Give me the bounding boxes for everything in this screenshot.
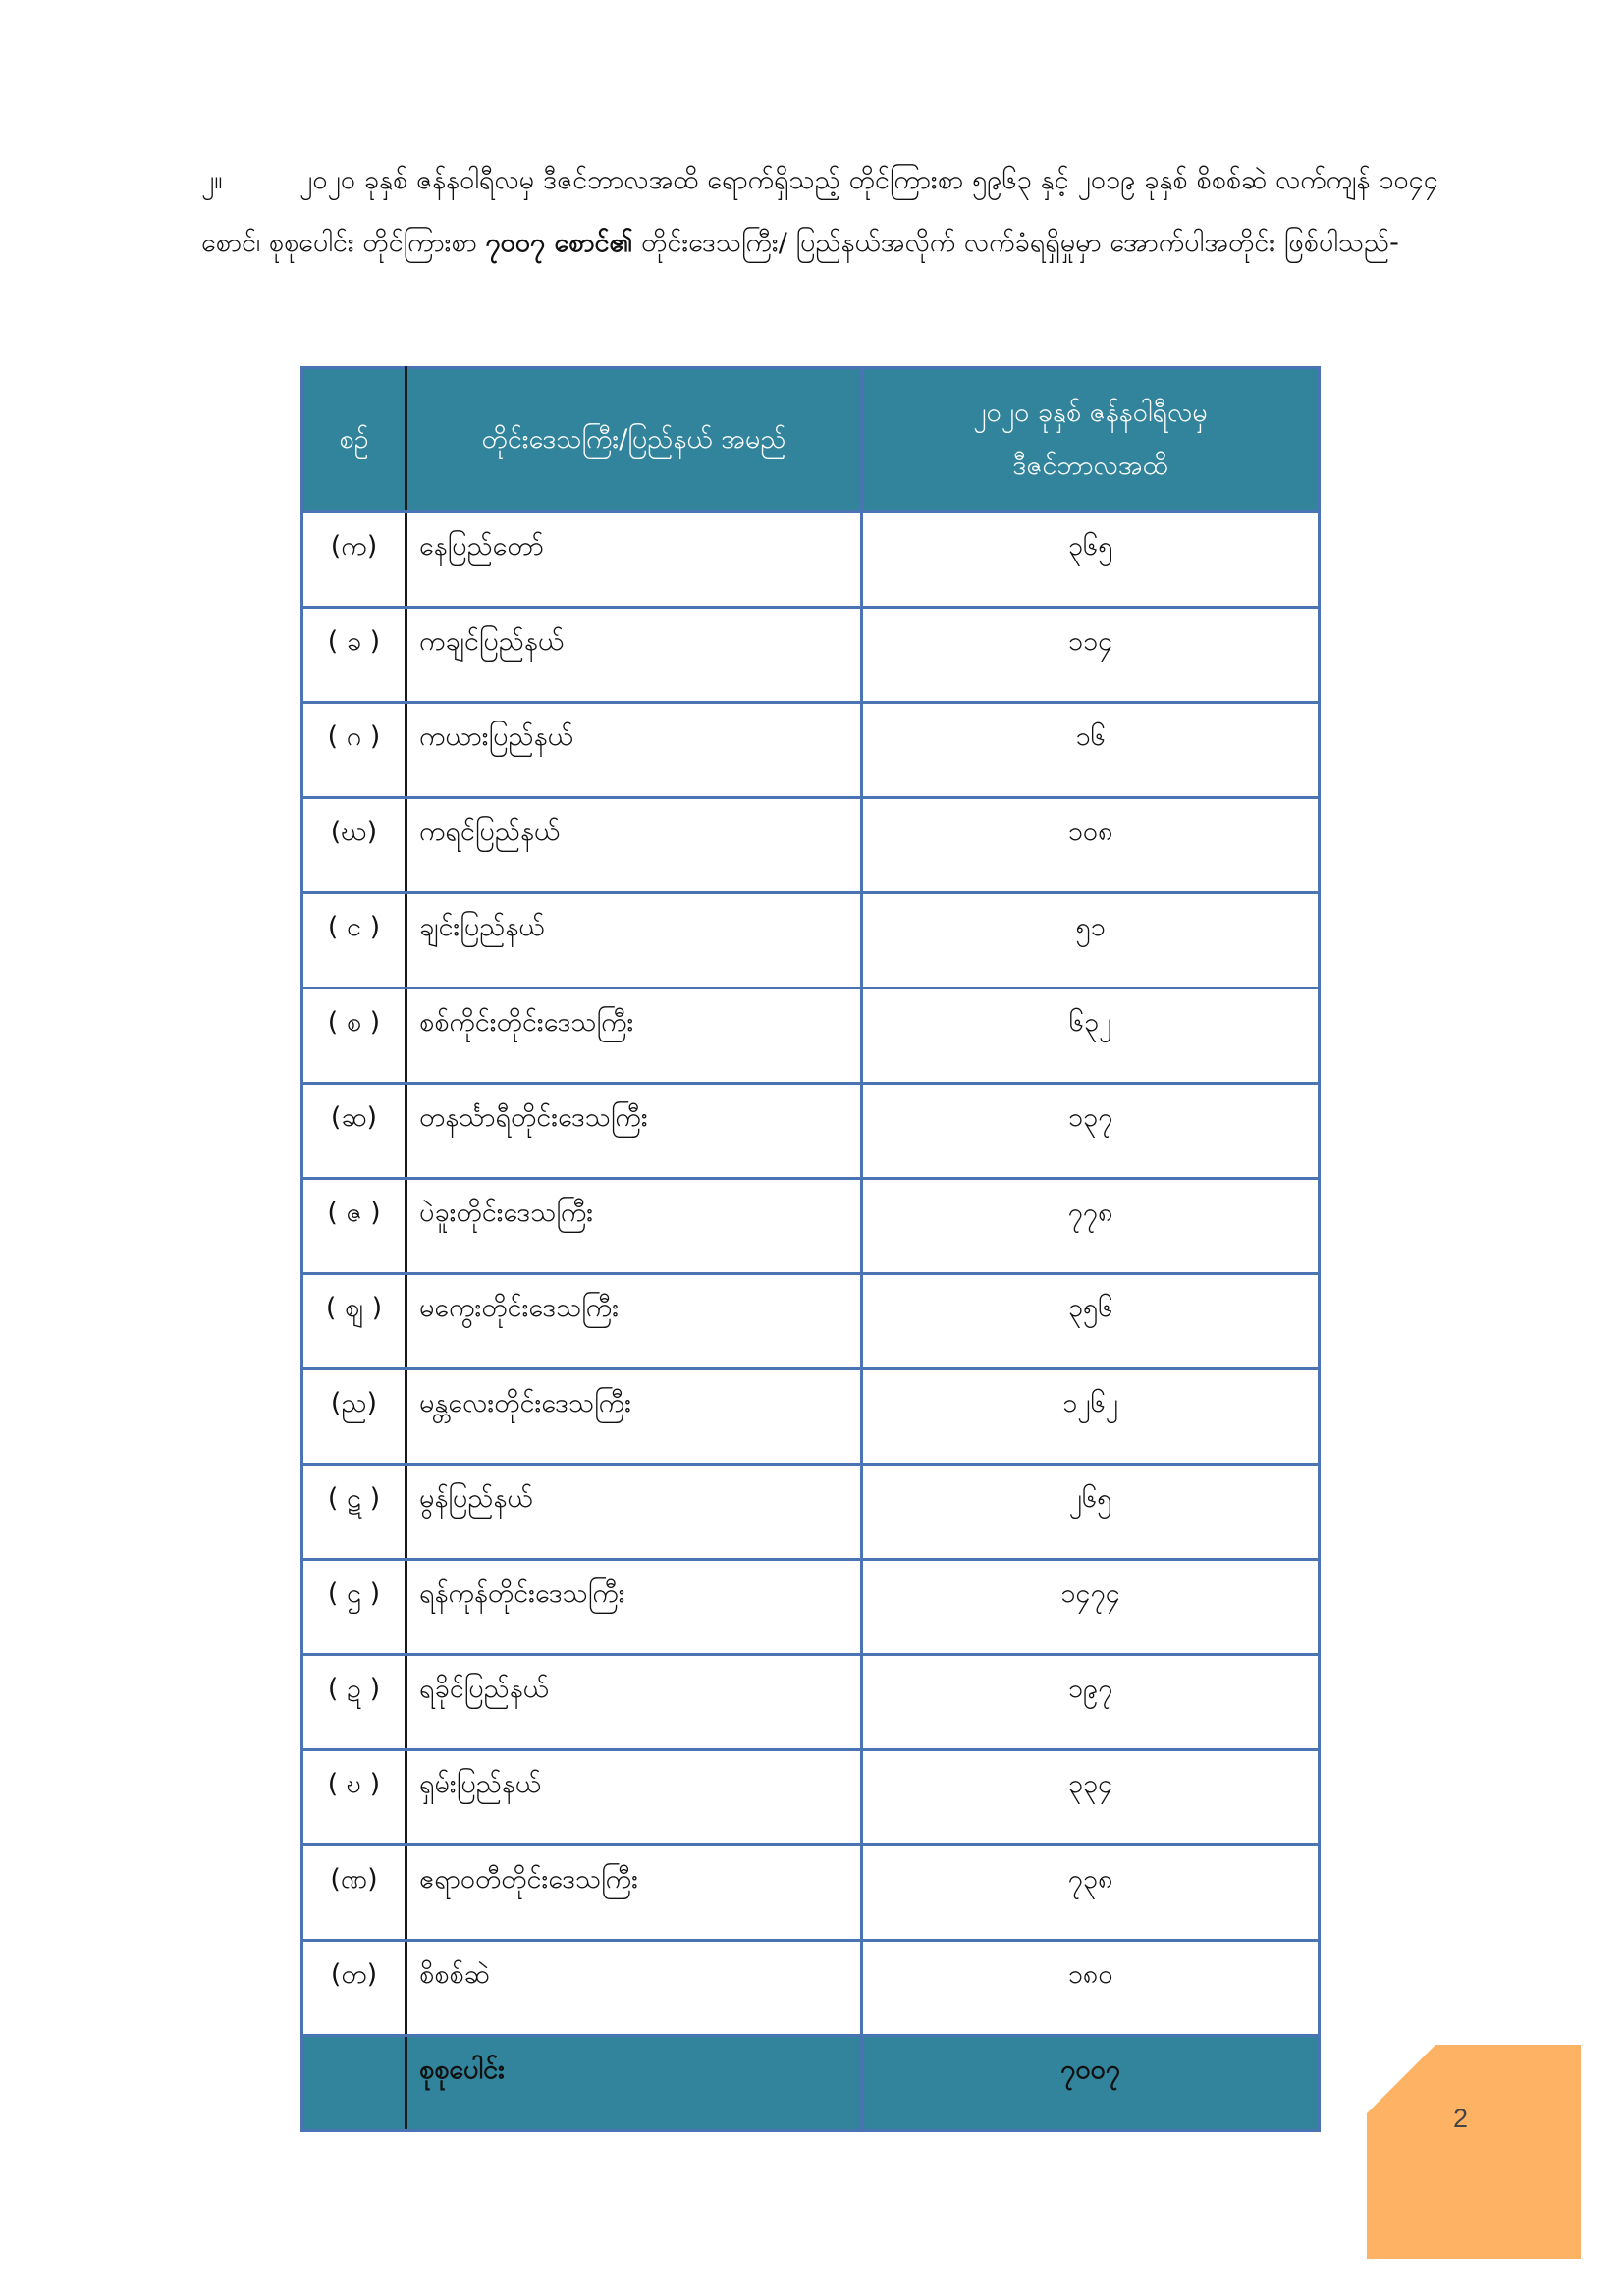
intro-paragraph <box>201 149 1438 275</box>
row-number: ( ဍ ) <box>302 1655 406 1750</box>
row-number: (ဆ) <box>302 1084 406 1179</box>
complaint-count: ၁၃၇ <box>862 1084 1320 1179</box>
table-row <box>302 703 1320 798</box>
complaint-count: ၁၁၄ <box>862 608 1320 703</box>
total-no <box>302 2036 406 2131</box>
row-number: (က) <box>302 512 406 608</box>
table-row <box>302 512 1320 608</box>
table-row <box>302 893 1320 988</box>
table-total-row <box>302 2036 1320 2131</box>
row-number: ( စ ) <box>302 988 406 1084</box>
complaint-count: ၇၇၈ <box>862 1179 1320 1274</box>
row-number: ( င ) <box>302 893 406 988</box>
header-no: စဉ် <box>302 368 406 512</box>
table-row <box>302 1274 1320 1369</box>
table-row <box>302 1084 1320 1179</box>
complaint-count: ၅၁ <box>862 893 1320 988</box>
table-row <box>302 1750 1320 1845</box>
region-name: ကချင်ပြည်နယ် <box>406 608 862 703</box>
paragraph-text-2: တိုင်းဒေသကြီး/ ပြည်နယ်အလိုက် လက်ခံရရှိမှုမှာ အောက်ပါအတိုင်း ဖြစ်ပါသည်- <box>632 228 1399 258</box>
page-number: 2 <box>1453 2104 1469 2133</box>
paragraph-number: ၂။ <box>201 165 223 195</box>
complaint-count: ၃၅၆ <box>862 1274 1320 1369</box>
region-name: မွန်ပြည်နယ် <box>406 1465 862 1560</box>
total-value: ၇၀၀၇ <box>862 2036 1320 2131</box>
region-name: မန္တလေးတိုင်းဒေသကြီး <box>406 1369 862 1465</box>
paragraph-text-bold: ၇၀၀၇ စောင်၏ <box>485 228 633 258</box>
region-name: မကွေးတိုင်းဒေသကြီး <box>406 1274 862 1369</box>
complaints-table <box>300 366 1321 2132</box>
row-number: ( ခ ) <box>302 608 406 703</box>
region-name: ဧရာဝတီတိုင်းဒေသကြီး <box>406 1845 862 1941</box>
corner-shape <box>1367 2045 1581 2259</box>
page-corner-decoration <box>1367 2045 1581 2259</box>
region-name: ကယားပြည်နယ် <box>406 703 862 798</box>
total-label: စုစုပေါင်း <box>406 2036 862 2131</box>
table-row <box>302 1941 1320 2036</box>
row-number: ( ဂ ) <box>302 703 406 798</box>
region-name: ရန်ကုန်တိုင်းဒေသကြီး <box>406 1560 862 1655</box>
table-row <box>302 1845 1320 1941</box>
region-name: နေပြည်တော် <box>406 512 862 608</box>
row-number: (ဏ) <box>302 1845 406 1941</box>
header-name: တိုင်းဒေသကြီး/ပြည်နယ် အမည် <box>406 368 862 512</box>
row-number: (ဃ) <box>302 798 406 893</box>
table-header-row <box>302 368 1320 512</box>
table-row <box>302 1560 1320 1655</box>
complaint-count: ၇၃၈ <box>862 1845 1320 1941</box>
complaint-count: ၆၃၂ <box>862 988 1320 1084</box>
complaint-count: ၁၈၀ <box>862 1941 1320 2036</box>
row-number: (ည) <box>302 1369 406 1465</box>
row-number: ( ဇ ) <box>302 1179 406 1274</box>
table-body <box>302 512 1320 2131</box>
complaint-count: ၂၆၅ <box>862 1465 1320 1560</box>
table-row <box>302 608 1320 703</box>
complaint-count: ၁၂၆၂ <box>862 1369 1320 1465</box>
complaint-count: ၁၀၈ <box>862 798 1320 893</box>
table-row <box>302 1465 1320 1560</box>
paragraph-text-1: ၂၀၂၀ ခုနှစ် ဇန်နဝါရီလမှ ဒီဇင်ဘာလအထိ ရောက်ရှိသည့် တိုင်ကြားစာ ၅၉၆၃ နှင့် ၂၀၁၉ ခုနှစ် စိစစ်ဆဲ လက်ကျန် ၁၀၄၄ စောင်၊ စုစုပေါင်း တိုင်ကြားစာ <box>201 165 1438 258</box>
table-row <box>302 1369 1320 1465</box>
region-name: ကရင်ပြည်နယ် <box>406 798 862 893</box>
complaint-count: ၃၃၄ <box>862 1750 1320 1845</box>
complaint-count: ၃၆၅ <box>862 512 1320 608</box>
region-name: ရှမ်းပြည်နယ် <box>406 1750 862 1845</box>
region-name: စစ်ကိုင်းတိုင်းဒေသကြီး <box>406 988 862 1084</box>
region-name: ရခိုင်ပြည်နယ် <box>406 1655 862 1750</box>
region-name: တနင်္သာရီတိုင်းဒေသကြီး <box>406 1084 862 1179</box>
table-row <box>302 1179 1320 1274</box>
region-name: စိစစ်ဆဲ <box>406 1941 862 2036</box>
table-row <box>302 798 1320 893</box>
row-number: ( ဎ ) <box>302 1750 406 1845</box>
row-number: (တ) <box>302 1941 406 2036</box>
region-name: ချင်းပြည်နယ် <box>406 893 862 988</box>
row-number: ( ဈ ) <box>302 1274 406 1369</box>
row-number: ( ဋ ) <box>302 1465 406 1560</box>
complaint-count: ၁၉၇ <box>862 1655 1320 1750</box>
header-value: ၂၀၂၀ ခုနှစ် ဇန်နဝါရီလမှ ဒီဇင်ဘာလအထိ <box>862 368 1320 512</box>
table-row <box>302 988 1320 1084</box>
table-row <box>302 1655 1320 1750</box>
complaint-count: ၁၆ <box>862 703 1320 798</box>
region-name: ပဲခူးတိုင်းဒေသကြီး <box>406 1179 862 1274</box>
complaint-count: ၁၄၇၄ <box>862 1560 1320 1655</box>
row-number: ( ဌ ) <box>302 1560 406 1655</box>
